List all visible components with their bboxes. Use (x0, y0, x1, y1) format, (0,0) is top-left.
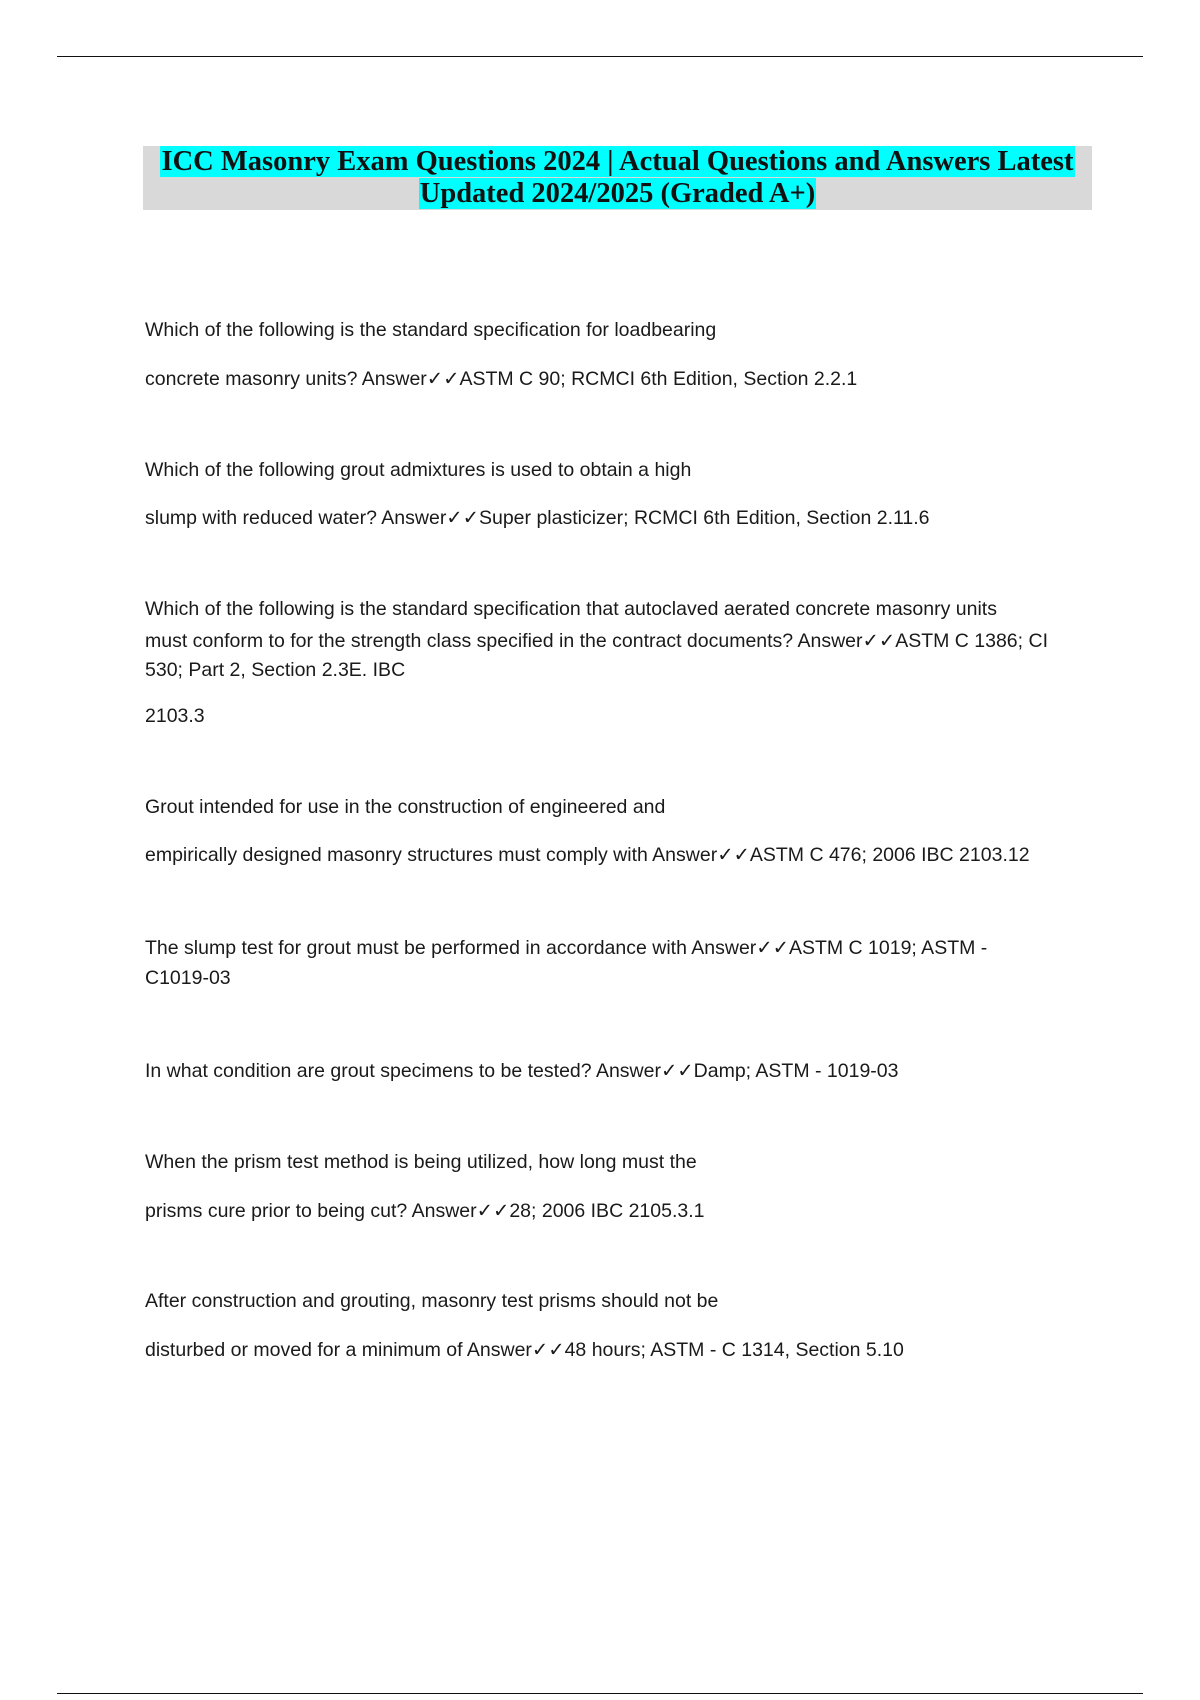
bottom-rule (57, 1693, 1143, 1694)
qa-2-line-1: Which of the following grout admixtures is used to obtain a high (145, 459, 692, 481)
qa-3-line-1: Which of the following is the standard specification that autoclaved aerated concrete masonry units (145, 598, 997, 620)
qa-2-line-2: slump with reduced water? Answer✓✓Super plasticizer; RCMCI 6th Edition, Section 2.11.6 (145, 507, 930, 529)
qa-3-line-3: 530; Part 2, Section 2.3E. IBC (145, 659, 406, 681)
qa-4-line-2: empirically designed masonry structures must comply with Answer✓✓ASTM C 476; 2006 IBC 2103.12 (145, 844, 1030, 866)
qa-8-line-2: disturbed or moved for a minimum of Answer✓✓48 hours; ASTM - C 1314, Section 5.10 (145, 1339, 904, 1361)
qa-6-line-1: In what condition are grout specimens to be tested? Answer✓✓Damp; ASTM - 1019-03 (145, 1060, 899, 1082)
qa-7-line-1: When the prism test method is being utilized, how long must the (145, 1151, 697, 1173)
qa-3-line-2: must conform to for the strength class specified in the contract documents? Answer✓✓ASTM C 1386; CI (145, 630, 1048, 652)
title-line-2: Updated 2024/2025 (Graded A+) (419, 178, 816, 209)
qa-5-line-2: C1019-03 (145, 967, 231, 989)
qa-3-line-4: 2103.3 (145, 705, 205, 727)
qa-4-line-1: Grout intended for use in the construction of engineered and (145, 796, 666, 818)
qa-7-line-2: prisms cure prior to being cut? Answer✓✓28; 2006 IBC 2105.3.1 (145, 1200, 705, 1222)
qa-1-line-1: Which of the following is the standard specification for loadbearing (145, 319, 717, 341)
document-title (143, 146, 1092, 210)
qa-1-line-2: concrete masonry units? Answer✓✓ASTM C 90; RCMCI 6th Edition, Section 2.2.1 (145, 368, 858, 390)
title-line-1: ICC Masonry Exam Questions 2024 | Actual Questions and Answers Latest (161, 146, 1074, 177)
qa-5-line-1: The slump test for grout must be performed in accordance with Answer✓✓ASTM C 1019; ASTM - (145, 937, 988, 959)
top-rule (57, 56, 1143, 57)
qa-8-line-1: After construction and grouting, masonry test prisms should not be (145, 1290, 719, 1312)
